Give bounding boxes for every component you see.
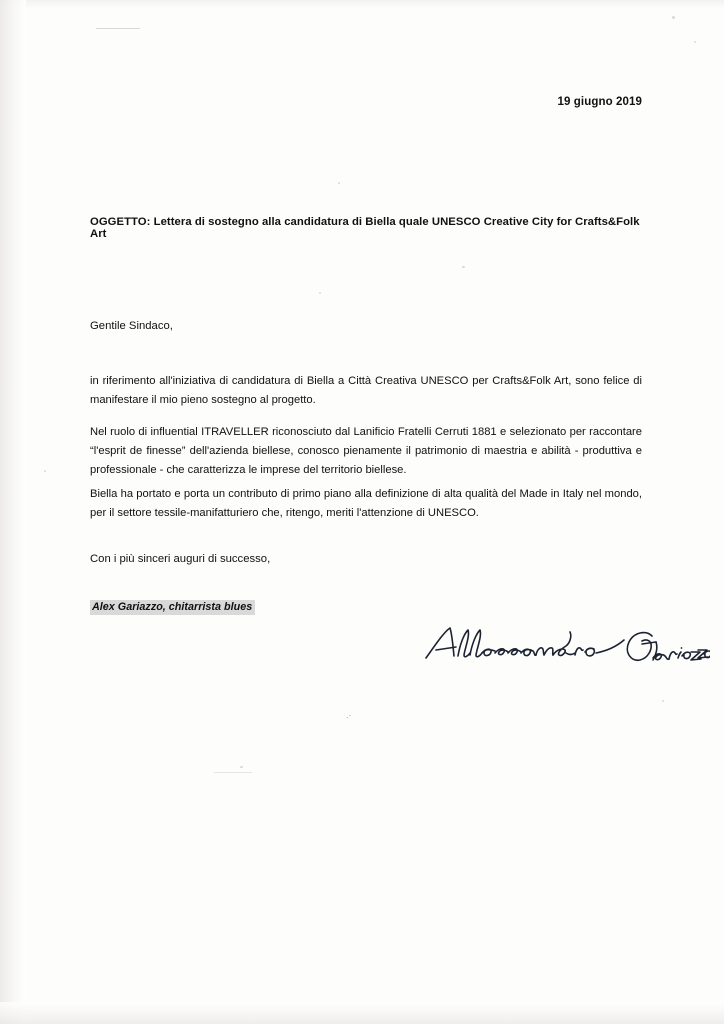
letter-subject: OGGETTO: Lettera di sostegno alla candidatura di Biella quale UNESCO Creative City for Crafts&Folk Art bbox=[90, 216, 640, 240]
scan-speck bbox=[662, 700, 664, 702]
handwritten-signature bbox=[420, 622, 710, 677]
scan-edge-top bbox=[0, 0, 724, 10]
scan-speck: .· bbox=[346, 710, 352, 720]
letter-paragraph-2: Nel ruolo di influential ITRAVELLER riconosciuto dal Lanificio Fratelli Cerruti 1881 e selezionato per raccontare “l'esprit de finesse” dell'azienda biellese, conosco pienamente il patrimonio di maestria e abilità - produttiva e professionale - che caratterizza le imprese del territorio biellese. bbox=[90, 426, 642, 476]
scan-edge-bottom bbox=[0, 1002, 724, 1024]
letter-date: 19 giugno 2019 bbox=[557, 96, 642, 108]
scan-edge-left bbox=[0, 0, 26, 1024]
letter-paragraph-1: in riferimento all'iniziativa di candidatura di Biella a Città Creativa UNESCO per Crafts&Folk Art, sono felice di manifestare il mio pieno sostegno al progetto. bbox=[90, 375, 642, 406]
scan-artifact-line bbox=[96, 28, 140, 29]
scan-speck bbox=[319, 292, 321, 294]
letter-paragraph-3: Biella ha portato e porta un contributo di primo piano alla definizione di alta qualità del Made in Italy nel mondo, per il settore tessile-manifatturiero che, ritengo, meriti l'attenzione di UNESCO. bbox=[90, 488, 642, 519]
scan-speck bbox=[338, 182, 340, 184]
scan-speck bbox=[240, 766, 243, 768]
signature-name-highlighted: Alex Gariazzo, chitarrista blues bbox=[90, 600, 255, 615]
scan-speck bbox=[672, 16, 675, 19]
scan-speck bbox=[462, 266, 465, 268]
scan-artifact-line bbox=[214, 772, 252, 773]
letter-closing: Con i più sinceri auguri di successo, bbox=[90, 553, 271, 565]
scan-speck bbox=[694, 41, 696, 43]
scan-speck bbox=[44, 470, 46, 472]
letter-salutation: Gentile Sindaco, bbox=[90, 320, 173, 332]
